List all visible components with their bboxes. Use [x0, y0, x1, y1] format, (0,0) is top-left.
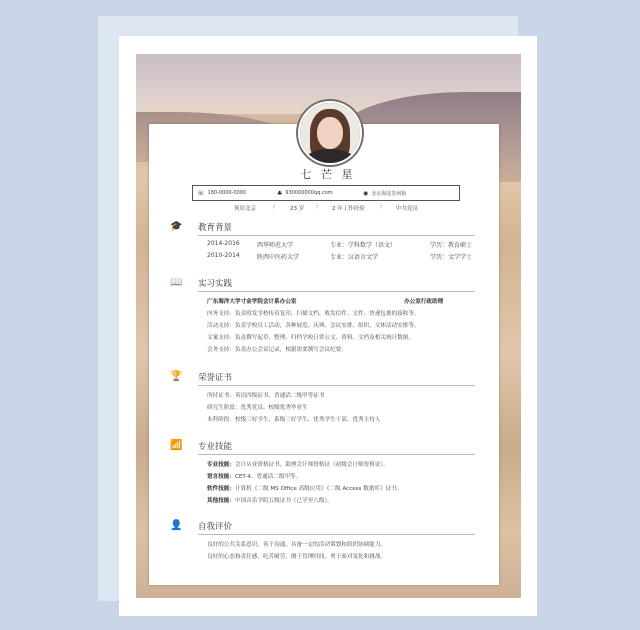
edu-degree: 学历：教育硕士 [430, 242, 473, 249]
skill-label: 专业技能： [207, 462, 235, 468]
book-icon: 📖 [170, 277, 183, 288]
skill-text: CET-4、普通话二级甲等。 [234, 474, 302, 480]
internship-role: 办公室行政助理 [404, 299, 444, 305]
avatar [298, 101, 362, 165]
contact-phone [197, 186, 246, 200]
phone-text: 180-0000-0000 [207, 190, 247, 196]
internship-line: 会务支持：负责办公会议记录，根据需要撰写会议纪要。 [207, 347, 347, 353]
education-title: 教育背景 [198, 223, 233, 233]
location-icon: ◉ [363, 189, 369, 197]
skill-line [207, 472, 301, 480]
info-experience: 2 年工作经验 [332, 206, 365, 212]
skill-line [207, 484, 402, 492]
skill-label: 其他技能： [207, 498, 235, 504]
contact-address [363, 186, 406, 200]
skill-text: 计算机《二级 MS Office 高级应用》《二级 Access 数据库》证书。 [234, 486, 403, 492]
info-residence: 现居北京 [234, 206, 257, 212]
person-icon: 👤 [170, 520, 183, 531]
info-party: 中共党员 [396, 206, 419, 212]
bar-chart-icon: 📶 [170, 440, 183, 451]
skills-divider [198, 454, 475, 455]
edu-school: 陕西中医药大学 [257, 254, 300, 261]
qq-icon: ♣ [277, 189, 283, 197]
internship-line: 内务支持：负责收发学校传真复印、扫描文档、收发信件、文件、快递包裹的接收等。 [207, 311, 420, 317]
internship-line: 文案支持：负责撰写起草、整理、归档学校日常公文、资料、文档及相关统计数据。 [207, 335, 414, 341]
info-age: 23 岁 [290, 206, 305, 212]
candidate-name: 七 芒 星 [300, 168, 356, 181]
internship-line: 活动支持：负责学校员工活动，各种展览、庆典、会议安排、组织、文体活动安排等。 [207, 323, 420, 329]
contact-qq [277, 186, 333, 200]
self-eval-line: 良好的心态和责任感，吃苦耐劳，擅于管理时间，勇于面对变化和挑战。 [207, 554, 387, 560]
info-divider: / [273, 203, 276, 210]
education-divider [198, 235, 475, 236]
self-eval-divider [198, 534, 475, 535]
internship-org: 广东海洋大学寸金学院会计系办公室 [207, 299, 297, 305]
skill-text: 中国音乐学院五级证书（已学至八级）。 [234, 498, 333, 504]
internship-title: 实习实践 [198, 279, 233, 289]
skills-title: 专业技能 [198, 442, 233, 452]
qq-text: 930000000qq.com [285, 190, 333, 196]
edu-degree: 学历：文学学士 [430, 254, 473, 261]
internship-divider [198, 291, 475, 292]
awards-divider [198, 385, 475, 386]
edu-school: 西华师范大学 [257, 242, 294, 249]
address-text: 北京海淀苏州街 [371, 190, 407, 197]
edu-major: 专业：学科数学（语文） [330, 242, 397, 249]
skill-label: 语言技能： [207, 474, 235, 480]
award-line: 所持证书：英语四级证书、普通话二级甲等证书 [207, 393, 325, 399]
info-divider: / [380, 203, 383, 210]
award-line: 研究生阶段：优秀党员、校级优秀毕业生 [207, 405, 308, 411]
edu-period: 2014-2016 [207, 240, 240, 247]
edu-major: 专业：汉语言文学 [330, 254, 379, 261]
trophy-icon: 🏆 [170, 371, 183, 382]
info-divider: / [316, 203, 319, 210]
skill-label: 软件技能： [207, 486, 235, 492]
phone-icon: ☏ [197, 189, 205, 197]
award-line: 本科阶段：校级三好学生、系级三好学生、优秀学生干部、优秀主持人 [207, 417, 381, 423]
self-eval-title: 自我评价 [198, 522, 233, 532]
contact-bar [192, 185, 460, 201]
self-eval-line: 良好的公共关系意识，善于沟通，具备一定的活动策划和组织协调能力。 [207, 542, 387, 548]
awards-title: 荣誉证书 [198, 373, 233, 383]
skill-text: 会计从业资格证书、助理会计师资格证（初级会计师资格证）。 [234, 462, 389, 468]
edu-period: 2010-2014 [207, 252, 240, 259]
skill-line [207, 460, 389, 468]
skill-line [207, 496, 333, 504]
graduation-cap-icon: 🎓 [170, 221, 183, 232]
